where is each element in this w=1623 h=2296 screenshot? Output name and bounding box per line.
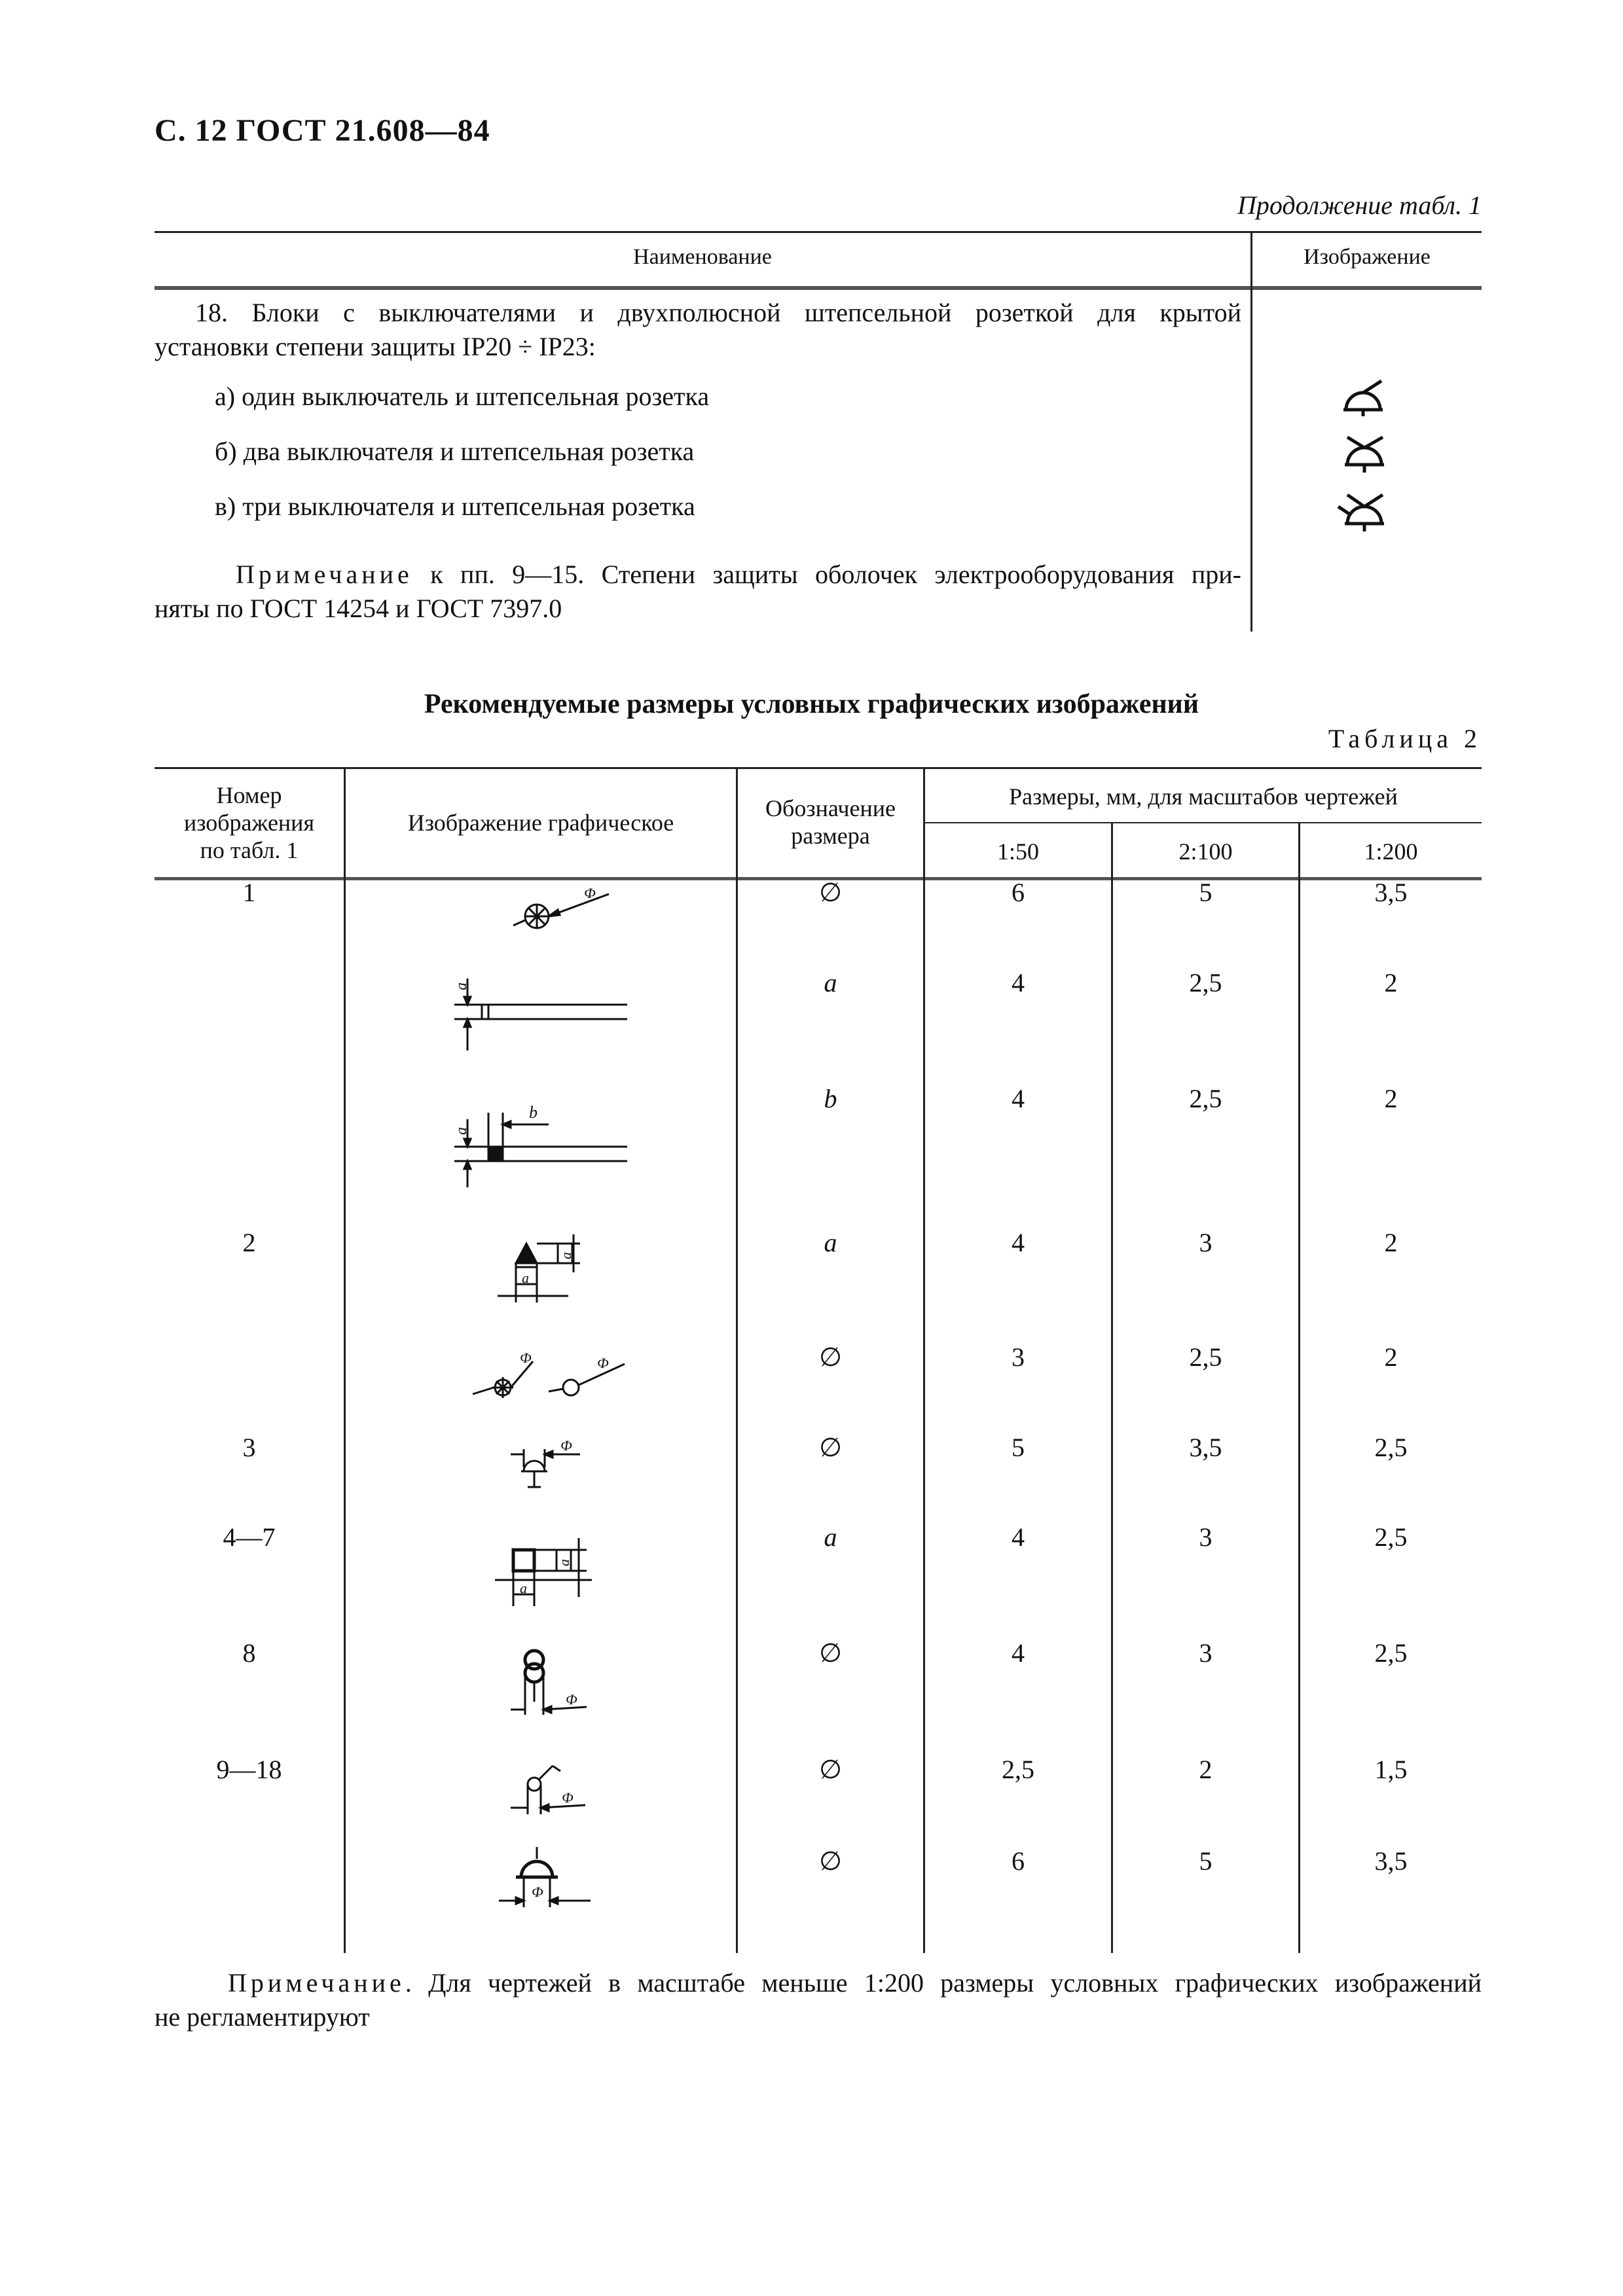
lamp-dimension-icon [511,884,629,936]
row-designation: ∅ [819,1433,842,1462]
row-number: 1 [242,878,256,907]
item-intro-line2: установки степени защиты IP20 ÷ IP23: [155,332,596,361]
row-value-2-100: 5 [1199,1846,1213,1876]
table2-number: Таблица 2 [1328,724,1482,753]
svg-text:Ф: Ф [597,1355,609,1371]
footnote-label: Примечание [228,1968,405,1998]
row-value-1-200: 1,5 [1374,1755,1408,1784]
table1-item-intro [155,296,1241,364]
header-scale-1-50: 1:50 [996,838,1039,865]
row-value-2-100: 2 [1199,1755,1213,1784]
table1-col-name: Наименование [633,245,772,269]
row-value-1-50: 6 [1012,1846,1025,1876]
svg-text:Ф: Ф [532,1884,543,1900]
row-value-1-200: 2 [1384,968,1398,997]
continuation-label: Продолжение табл. 1 [1237,190,1482,220]
header-graphic: Изображение графическое [407,810,674,836]
table1-top-border [155,231,1482,233]
row-number: 3 [242,1433,256,1462]
header-number: Номер изображения по табл. 1 [183,782,315,863]
table2-subheader-line [923,822,1482,823]
table1-col-divider [1250,231,1252,632]
footnote-text-line2: не регламентируют [155,2002,370,2032]
row-value-1-200: 2 [1384,1228,1398,1257]
bell-dimension-icon [498,1435,589,1500]
row-designation: b [824,1084,837,1113]
table2-title: Рекомендуемые размеры условных графических изображений [424,689,1199,719]
svg-text:a: a [556,1559,572,1566]
row-value-1-50: 4 [1012,1522,1025,1552]
row-designation: ∅ [819,1846,842,1876]
svg-text:a: a [558,1252,574,1259]
table2-top-border [155,767,1482,769]
row-value-1-50: 4 [1012,1638,1025,1668]
row-number: 8 [242,1638,256,1668]
row-value-1-200: 3,5 [1374,1846,1408,1876]
row-value-2-100: 2,5 [1189,1084,1222,1113]
table1-header-border [155,286,1482,290]
transformer-dimension-icon [498,1636,596,1721]
header-sizes: Размеры, мм, для масштабов чертежей [1009,783,1398,810]
triangle-dimension-icon [490,1230,588,1316]
footnote [155,1966,1482,2034]
row-designation: a [824,1228,837,1257]
row-value-2-100: 2,5 [1189,1342,1222,1372]
socket-dimension-icon [490,1842,601,1920]
row-value-2-100: 3 [1199,1638,1213,1668]
row-value-1-200: 2,5 [1374,1638,1408,1668]
row-designation: ∅ [819,1638,842,1668]
note-text-line1: к пп. 9—15. Степени защиты оболочек электрооборудования при- [412,560,1241,589]
row-designation: a [824,1522,837,1552]
row-value-1-200: 2 [1384,1342,1398,1372]
svg-text:b: b [529,1103,538,1122]
note-label: Примечание [236,560,413,589]
table2-col1-divider [344,767,346,1953]
row-designation: ∅ [819,878,842,907]
svg-text:Ф: Ф [566,1691,577,1708]
row-value-2-100: 3 [1199,1522,1213,1552]
row-value-2-100: 5 [1199,878,1213,907]
row-value-1-200: 2 [1384,1084,1398,1113]
switch-socket-2-icon [1342,435,1388,474]
row-value-1-200: 3,5 [1374,878,1408,907]
svg-text:a: a [453,982,470,990]
table1-option-a: а) один выключатель и штепсельная розетка [215,382,710,411]
row-designation: a [824,968,837,997]
switch-socket-1-icon [1342,378,1388,418]
table1-option-b: б) два выключателя и штепсельная розетка [215,437,695,466]
row-value-1-50: 5 [1012,1433,1025,1462]
row-number: 9—18 [216,1755,282,1784]
svg-text:Ф: Ф [584,885,596,901]
header-scale-2-100: 2:100 [1178,838,1233,865]
row-value-2-100: 3,5 [1189,1433,1222,1462]
switch-socket-3-icon [1337,491,1392,533]
svg-text:Ф: Ф [562,1789,574,1806]
row-number: 2 [242,1228,256,1257]
note-text-line2: няты по ГОСТ 14254 и ГОСТ 7397.0 [155,594,562,623]
row-value-1-50: 3 [1012,1342,1025,1372]
row-value-1-50: 2,5 [1002,1755,1034,1784]
lamp-pair-dimension-icon [470,1348,634,1407]
page-header: С. 12 ГОСТ 21.608—84 [155,113,490,148]
wiring-dimension-b-icon [452,1086,635,1191]
switch-dimension-icon [498,1749,596,1821]
svg-text:Ф: Ф [520,1350,532,1366]
footnote-text-line1: . Для чертежей в масштабе меньше 1:200 размеры условных графических изображений [405,1968,1482,1998]
item-intro-line1: 18. Блоки с выключателями и двухполюсной штепсельной розеткой для крытой [195,298,1241,327]
svg-text:Ф: Ф [560,1437,572,1454]
row-number: 4—7 [223,1522,276,1552]
row-value-2-100: 2,5 [1189,968,1222,997]
header-designation: Обозначение размера [765,795,896,849]
svg-text:a: a [520,1580,527,1596]
table1-note [155,558,1241,626]
row-value-1-50: 4 [1012,1084,1025,1113]
table1-option-c: в) три выключателя и штепсельная розетка [215,492,695,521]
svg-text:a: a [522,1270,529,1286]
row-value-2-100: 3 [1199,1228,1213,1257]
row-value-1-200: 2,5 [1374,1522,1408,1552]
row-value-1-200: 2,5 [1374,1433,1408,1462]
row-value-1-50: 6 [1012,878,1025,907]
header-scale-1-200: 1:200 [1364,838,1418,865]
svg-text:a: a [453,1127,470,1135]
row-designation: ∅ [819,1755,842,1784]
row-value-1-50: 4 [1012,968,1025,997]
row-value-1-50: 4 [1012,1228,1025,1257]
table1-col-image: Изображение [1304,245,1431,269]
wiring-dimension-a-icon [452,965,635,1057]
row-designation: ∅ [819,1342,842,1372]
box-dimension-icon [482,1525,600,1610]
